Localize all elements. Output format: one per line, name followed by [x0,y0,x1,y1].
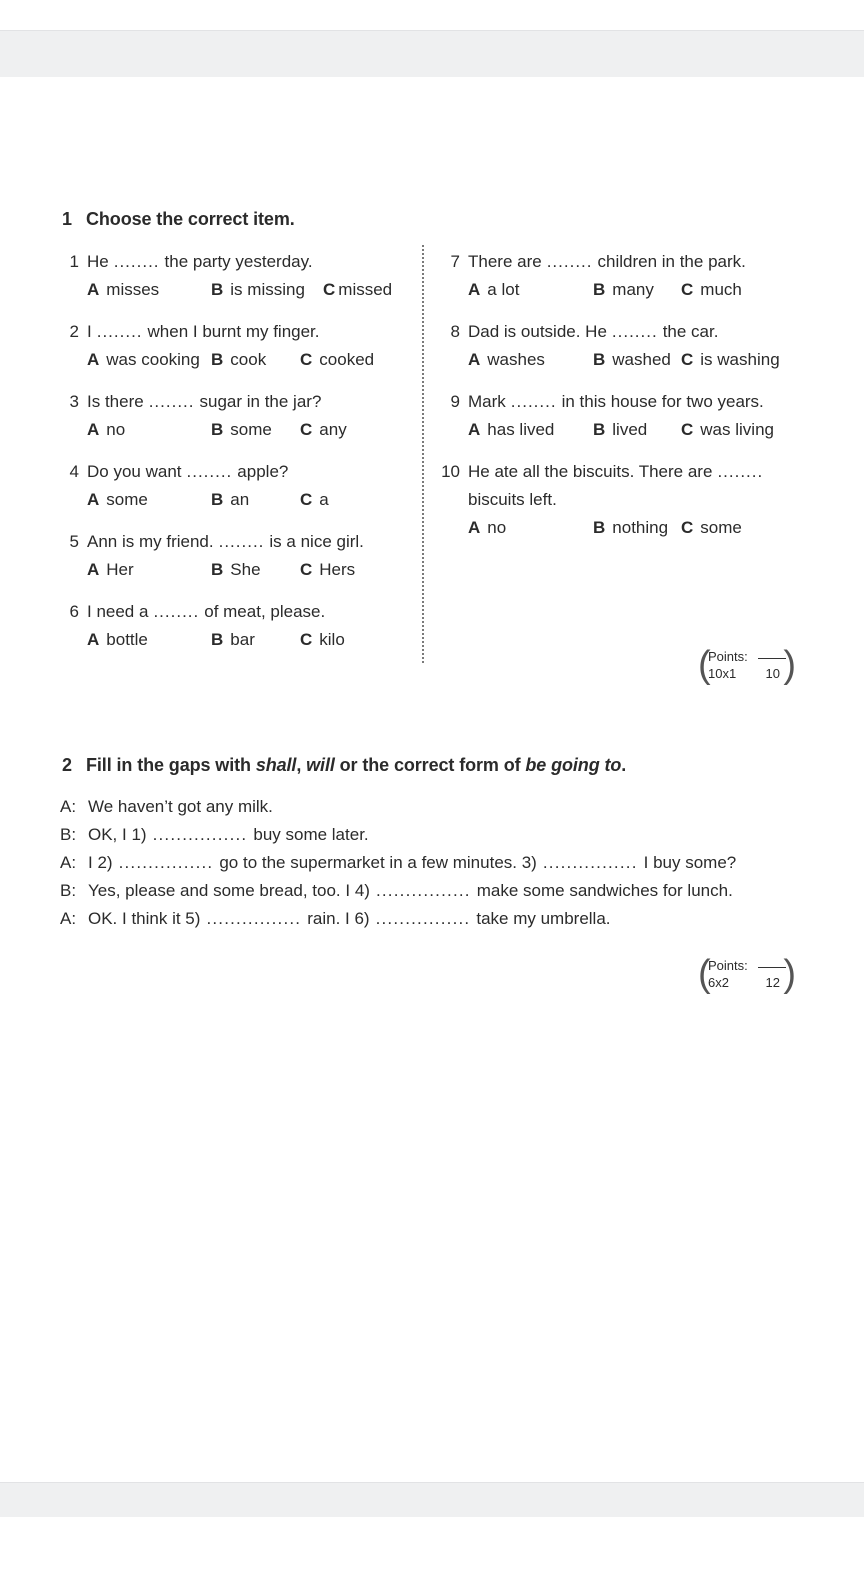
question-text: of meat, please. [204,602,326,621]
option-letter: C [681,420,694,439]
option-letter: A [468,280,481,299]
dialogue-line-3 [60,853,736,873]
option-letter: B [593,518,606,537]
option-letter: B [211,490,224,509]
speaker-label: B: [60,881,77,900]
question-1 [69,252,313,272]
answer-gap: ........ [510,392,557,411]
speaker-label: B: [60,825,77,844]
option-b[interactable] [211,350,266,370]
option-letter: B [211,280,224,299]
answer-gap: ........ [186,462,233,481]
question-2 [69,322,320,342]
question-number: 8 [450,322,460,341]
option-b[interactable] [593,280,654,300]
option-letter: C [300,490,313,509]
question-number: 9 [450,392,460,411]
option-text: is washing [700,350,780,369]
option-b[interactable] [211,420,272,440]
option-text: an [230,490,250,509]
option-b[interactable] [593,518,668,538]
option-b[interactable] [211,490,249,510]
option-letter: B [593,350,606,369]
points-total: 10 [765,666,780,681]
paren-left: ( [698,953,711,995]
option-a[interactable] [468,518,506,538]
dialogue-text: go to the supermarket in a few minutes. 3) [219,853,537,872]
option-letter: B [211,630,224,649]
answer-gap: ........ [96,322,143,341]
option-letter: A [468,518,481,537]
option-text: is missing [230,280,305,299]
question-5 [69,532,364,552]
points-box-2 [698,955,796,997]
option-c[interactable] [681,518,742,538]
option-text: was living [700,420,774,439]
question-text: in this house for two years. [561,392,764,411]
title-emphasis: shall [255,755,297,775]
dialogue-text: We haven’t got any milk. [88,797,273,816]
question-text: I need a [87,602,149,621]
speaker-label: A: [60,909,77,928]
option-letter: A [87,630,100,649]
option-text: cooked [319,350,375,369]
question-number: 3 [69,392,79,411]
option-c[interactable] [300,560,355,580]
dialogue-line-2 [60,825,369,845]
dialogue-line-5 [60,909,611,929]
question-number: 10 [441,462,460,481]
option-b[interactable] [211,280,305,300]
option-a[interactable] [468,420,554,440]
option-text: no [106,420,126,439]
option-letter: A [87,350,100,369]
question-number: 1 [69,252,79,271]
option-text: She [230,560,261,579]
option-a[interactable] [468,280,519,300]
column-divider [422,245,424,663]
option-text: Hers [319,560,356,579]
option-text: has lived [487,420,555,439]
option-b[interactable] [593,420,647,440]
answer-gap: ........ [717,462,764,481]
option-text: Her [106,560,134,579]
gap-5[interactable]: ................ [206,909,302,928]
dialogue-line-1 [60,797,273,817]
option-text: any [319,420,347,439]
fraction-line [758,658,786,659]
dialogue-text: rain. I 6) [307,909,370,928]
question-text: apple? [237,462,289,481]
option-text: bar [230,630,255,649]
option-text: was cooking [106,350,200,369]
option-c[interactable] [300,630,345,650]
answer-gap: ........ [153,602,200,621]
question-number: 5 [69,532,79,551]
question-text: the party yesterday. [164,252,313,271]
bottom-gray-band [0,1482,864,1517]
question-text: I [87,322,92,341]
points-formula: 6x2 [708,975,729,990]
answer-gap: ........ [218,532,265,551]
option-a[interactable] [468,350,545,370]
speaker-label: A: [60,853,77,872]
question-text: Mark [468,392,506,411]
question-text: children in the park. [597,252,746,271]
option-b[interactable] [211,630,255,650]
option-b[interactable] [593,350,671,370]
answer-gap: ........ [611,322,658,341]
option-letter: C [323,280,336,299]
question-10-line-2 [468,490,557,510]
option-c[interactable] [323,280,392,300]
gap-4[interactable]: ................ [375,881,471,900]
speaker-label: A: [60,797,77,816]
question-number: 4 [69,462,79,481]
option-letter: B [211,560,224,579]
exercise-2-number: 2 [62,755,72,775]
question-6 [69,602,326,622]
option-text: some [700,518,742,537]
option-a[interactable] [87,560,134,580]
dialogue-text: Yes, please and some bread, too. I 4) [88,881,370,900]
points-label: Points: [708,649,748,664]
option-a[interactable] [87,350,200,370]
paren-right: ) [783,644,796,686]
option-c[interactable] [681,280,742,300]
option-c[interactable] [300,490,329,510]
option-letter: A [87,420,100,439]
option-c[interactable] [300,420,347,440]
fraction-line [758,967,786,968]
title-emphasis: will [306,755,335,775]
answer-gap: ........ [113,252,160,271]
option-text: washes [487,350,545,369]
option-text: no [487,518,507,537]
question-number: 6 [69,602,79,621]
dialogue-text: buy some later. [253,825,369,844]
points-total: 12 [765,975,780,990]
gap-2[interactable]: ................ [118,853,214,872]
question-number: 2 [69,322,79,341]
dialogue-text: I buy some? [643,853,737,872]
question-text: Dad is outside. He [468,322,607,341]
option-c[interactable] [300,350,374,370]
question-text: biscuits left. [468,490,557,509]
dialogue-line-4 [60,881,733,901]
question-3 [69,392,322,412]
option-letter: C [681,280,694,299]
exercise-1-number: 1 [62,209,72,229]
answer-gap: ........ [148,392,195,411]
option-b[interactable] [211,560,261,580]
option-c[interactable] [681,350,780,370]
question-text: the car. [662,322,719,341]
title-part: . [621,755,627,775]
exercise-1-heading [62,209,295,230]
option-letter: A [87,490,100,509]
question-text: Do you want [87,462,182,481]
option-text: cook [230,350,267,369]
question-text: He ate all the biscuits. There are [468,462,713,481]
option-a[interactable] [87,420,125,440]
option-letter: A [468,350,481,369]
option-a[interactable] [87,280,159,300]
option-letter: B [211,350,224,369]
option-letter: A [87,280,100,299]
question-text: He [87,252,109,271]
top-gray-band [0,30,864,77]
option-text: washed [612,350,671,369]
option-letter: C [681,518,694,537]
option-text: much [700,280,742,299]
option-text: some [106,490,148,509]
option-letter: B [593,280,606,299]
question-text: Ann is my friend. [87,532,214,551]
option-text: many [612,280,654,299]
option-text: some [230,420,272,439]
question-8 [450,322,719,342]
option-letter: C [300,420,313,439]
option-letter: C [300,350,313,369]
question-text: when I burnt my finger. [147,322,320,341]
title-part: Fill in the gaps with [86,755,256,775]
gap-3[interactable]: ................ [542,853,638,872]
title-part: or the correct form of [334,755,526,775]
dialogue-text: make some sandwiches for lunch. [476,881,733,900]
question-10 [441,462,768,482]
dialogue-text: OK. I think it 5) [88,909,201,928]
option-letter: A [468,420,481,439]
option-a[interactable] [87,490,148,510]
dialogue-text: take my umbrella. [476,909,611,928]
question-9 [450,392,764,412]
question-text: Is there [87,392,144,411]
question-number: 7 [450,252,460,271]
option-text: kilo [319,630,345,649]
option-text: a [319,490,329,509]
question-7 [450,252,746,272]
option-text: nothing [612,518,669,537]
option-letter: C [681,350,694,369]
option-letter: C [300,630,313,649]
points-label: Points: [708,958,748,973]
exercise-2-heading [62,755,626,776]
exercise-1-title: Choose the correct item. [86,209,295,229]
option-text: bottle [106,630,148,649]
question-text: is a nice girl. [269,532,364,551]
option-text: missed [338,280,393,299]
title-part: , [296,755,307,775]
paren-left: ( [698,644,711,686]
title-emphasis: be going to [525,755,622,775]
question-4 [69,462,289,482]
option-text: lived [612,420,648,439]
option-a[interactable] [87,630,148,650]
option-c[interactable] [681,420,774,440]
paren-right: ) [783,953,796,995]
option-text: a lot [487,280,520,299]
gap-6[interactable]: ................ [375,909,471,928]
gap-1[interactable]: ................ [152,825,248,844]
points-formula: 10x1 [708,666,737,681]
dialogue-text: I 2) [88,853,113,872]
option-letter: A [87,560,100,579]
option-text: misses [106,280,160,299]
option-letter: C [300,560,313,579]
question-text: sugar in the jar? [199,392,322,411]
option-letter: B [593,420,606,439]
question-text: There are [468,252,542,271]
dialogue-text: OK, I 1) [88,825,147,844]
answer-gap: ........ [546,252,593,271]
option-letter: B [211,420,224,439]
points-box-1 [698,646,796,688]
